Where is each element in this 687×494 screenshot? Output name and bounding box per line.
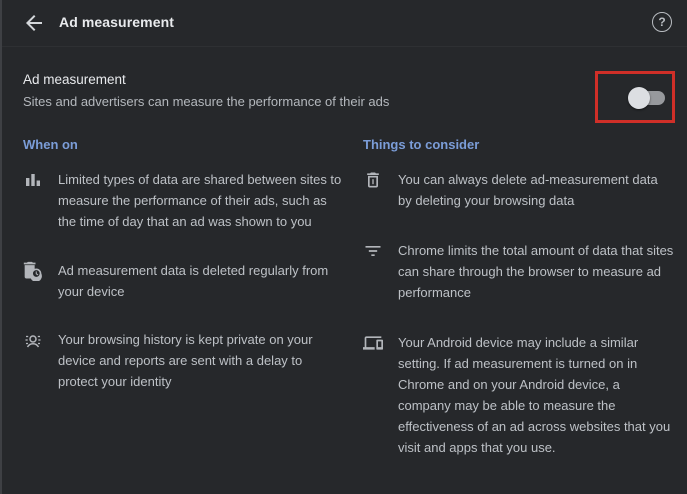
help-question-icon[interactable]: ? (652, 12, 672, 32)
page-title: Ad measurement (59, 14, 174, 30)
list-item (23, 169, 345, 232)
trash-icon (363, 170, 383, 190)
list-item (363, 332, 675, 458)
list-item-text: Limited types of data are shared between sites to measure the performance of their ads, such as the time of day that an ad was shown to you (58, 172, 342, 229)
back-button[interactable] (22, 11, 46, 35)
things-to-consider-column (363, 137, 675, 458)
auto-delete-icon (23, 261, 43, 281)
when-on-column (23, 137, 345, 392)
list-item (363, 240, 675, 303)
header-bar (2, 0, 687, 47)
bar-chart-icon (23, 170, 43, 190)
devices-icon (363, 333, 383, 353)
filter-icon (363, 241, 383, 261)
ad-measurement-toggle[interactable] (629, 91, 665, 105)
toggle-knob (628, 87, 650, 109)
things-to-consider-heading: Things to consider (363, 137, 480, 152)
list-item-text: Your browsing history is kept private on your device and reports are sent with a delay to protect your identity (58, 332, 313, 389)
setting-description: Sites and advertisers can measure the performance of their ads (23, 94, 390, 109)
list-item-text: Chrome limits the total amount of data that sites can share through the browser to measure ad performance (398, 243, 674, 300)
list-item-text: Ad measurement data is deleted regularly from your device (58, 263, 329, 299)
list-item (23, 260, 345, 302)
list-item-text: Your Android device may include a similar setting. If ad measurement is turned on in Chrome and on your Android device, a company may be able to measure the effectiveness of an ad across websites that you visit and apps that you use. (398, 335, 671, 455)
list-item (23, 329, 345, 392)
setting-title: Ad measurement (23, 72, 126, 87)
when-on-heading: When on (23, 137, 78, 152)
list-item (363, 169, 675, 211)
list-item-text: You can always delete ad-measurement data by deleting your browsing data (398, 172, 658, 208)
private-identity-icon (23, 330, 43, 350)
arrow-left-icon (22, 11, 46, 35)
